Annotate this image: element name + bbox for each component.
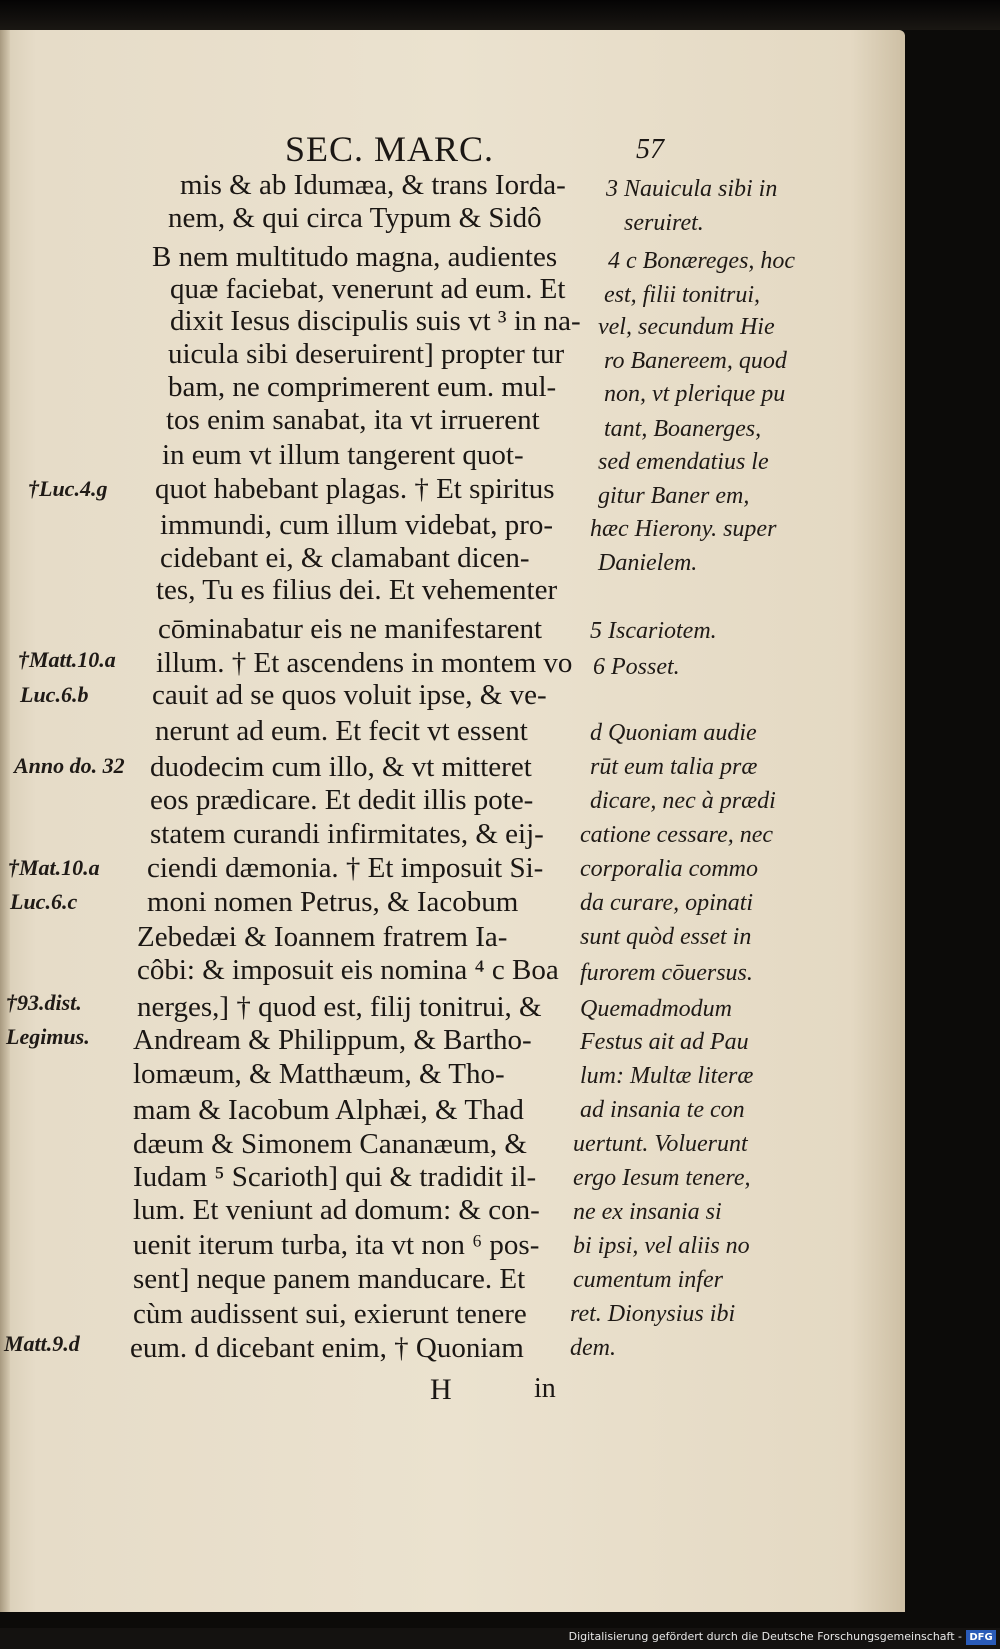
main-line: nem, & qui circa Typum & Sidô	[168, 202, 542, 234]
main-line: moni nomen Petrus, & Iacobum	[147, 886, 519, 918]
page-gutter	[0, 30, 10, 1612]
signature-mark: H	[430, 1373, 452, 1406]
funding-credit: Digitalisierung gefördert durch die Deutsche Forschungsgemeinschaft -	[568, 1630, 962, 1643]
main-line: côbi: & imposuit eis nomina ⁴ c Boa	[137, 954, 559, 986]
main-line: nerunt ad eum. Et fecit vt essent	[155, 715, 528, 747]
main-line: quot habebant plagas. † Et spiritus	[155, 473, 555, 505]
main-line: duodecim cum illo, & vt mitteret	[150, 751, 532, 783]
main-line: nerges,] † quod est, filij tonitrui, &	[137, 991, 542, 1023]
running-head: SEC. MARC.	[285, 129, 495, 169]
gloss-line: bi ipsi, vel aliis no	[573, 1233, 750, 1259]
main-line: Iudam ⁵ Scarioth] qui & tradidit il-	[133, 1161, 537, 1193]
gloss-line: seruiret.	[624, 210, 704, 236]
gloss-line: ro Banereem, quod	[604, 348, 787, 374]
margin-reference: †93.dist.	[6, 990, 82, 1015]
gloss-line: hæc Hierony. super	[590, 516, 777, 542]
gloss-line: ret. Dionysius ibi	[570, 1301, 736, 1327]
margin-reference: Anno do. 32	[14, 753, 125, 778]
gloss-line: gitur Baner em,	[598, 483, 750, 509]
main-line: ciendi dæmonia. † Et imposuit Si-	[147, 852, 544, 884]
main-line: immundi, cum illum videbat, pro-	[160, 509, 554, 541]
margin-reference: Luc.6.c	[10, 889, 78, 914]
gloss-line: dicare, nec à prædi	[590, 788, 776, 814]
main-line: cōminabatur eis ne manifestarent	[158, 613, 543, 645]
gloss-line: lum: Multæ literæ	[580, 1063, 754, 1089]
main-line: mam & Iacobum Alphæi, & Thad	[133, 1094, 524, 1126]
main-line: statem curandi infirmitates, & eij-	[150, 818, 544, 850]
main-line: tes, Tu es filius dei. Et vehementer	[156, 574, 558, 606]
gloss-line: rūt eum talia præ	[590, 754, 758, 780]
gloss-line: Festus ait ad Pau	[580, 1029, 749, 1055]
gloss-line: corporalia commo	[580, 856, 758, 882]
gloss-line: cumentum infer	[573, 1267, 723, 1293]
gloss-line: tant, Boanerges,	[604, 416, 762, 442]
gloss-line: Quemadmodum	[580, 996, 732, 1022]
gloss-line: ne ex insania si	[573, 1199, 722, 1225]
main-line: in eum vt illum tangerent quot-	[162, 439, 524, 471]
gloss-line: catione cessare, nec	[580, 822, 774, 848]
margin-reference: †Luc.4.g	[28, 476, 108, 501]
main-line: lum. Et veniunt ad domum: & con-	[133, 1194, 540, 1226]
main-line: uenit iterum turba, ita vt non ⁶ pos-	[133, 1229, 540, 1261]
main-line: sent] neque panem manducare. Et	[133, 1263, 526, 1295]
main-line: illum. † Et ascendens in montem vo	[156, 647, 573, 679]
main-line: eos prædicare. Et dedit illis pote-	[150, 784, 534, 816]
main-line: bam, ne comprimerent eum. mul-	[168, 371, 557, 403]
gloss-line: dem.	[570, 1335, 616, 1361]
margin-reference: †Matt.10.a	[18, 647, 116, 672]
gloss-line: non, vt plerique pu	[604, 381, 786, 407]
main-line: tos enim sanabat, ita vt irruerent	[166, 404, 540, 436]
margin-reference: Matt.9.d	[4, 1331, 80, 1356]
gloss-line: furorem cōuersus.	[580, 960, 753, 986]
gloss-line: uertunt. Voluerunt	[573, 1131, 748, 1157]
gloss-line: sunt quòd esset in	[580, 924, 752, 950]
gloss-line: ad insania te con	[580, 1097, 745, 1123]
main-line: Andream & Philippum, & Bartho-	[133, 1024, 532, 1056]
gloss-line: ergo Iesum tenere,	[573, 1165, 751, 1191]
main-line: uicula sibi deseruirent] propter tur	[168, 338, 565, 370]
footer-bar	[0, 1628, 1000, 1649]
gloss-line: Danielem.	[598, 550, 698, 576]
margin-reference: Luc.6.b	[20, 682, 89, 707]
main-line: cauit ad se quos voluit ipse, & ve-	[152, 679, 547, 711]
main-line: Zebedæi & Ioannem fratrem Ia-	[137, 921, 508, 953]
main-line: mis & ab Idumæa, & trans Iorda-	[180, 169, 566, 201]
main-line: cidebant ei, & clamabant dicen-	[160, 542, 530, 574]
gloss-line: vel, secundum Hie	[598, 314, 775, 340]
dfg-logo: DFG	[966, 1630, 996, 1645]
scan-top-edge	[0, 0, 1000, 30]
main-line: lomæum, & Matthæum, & Tho-	[133, 1058, 505, 1090]
gloss-line: est, filii tonitrui,	[604, 282, 761, 308]
main-line: cùm audissent sui, exierunt tenere	[133, 1298, 527, 1330]
gloss-line: da curare, opinati	[580, 890, 754, 916]
catchword: in	[534, 1373, 556, 1404]
gloss-line: d Quoniam audie	[590, 720, 757, 746]
gloss-line: 3 Nauicula sibi in	[606, 176, 778, 202]
main-line: B nem multitudo magna, audientes	[152, 241, 558, 273]
margin-reference: †Mat.10.a	[8, 855, 100, 880]
main-line: quæ faciebat, venerunt ad eum. Et	[170, 273, 566, 305]
gloss-line: 4 c Bonæreges, hoc	[608, 248, 796, 274]
main-line: dixit Iesus discipulis suis vt ³ in na-	[170, 305, 581, 337]
gloss-line: 6 Posset.	[593, 654, 680, 680]
gloss-line: sed emendatius le	[598, 449, 769, 475]
margin-reference: Legimus.	[6, 1024, 90, 1049]
page-number: 57	[636, 134, 664, 165]
main-line: dæum & Simonem Cananæum, &	[133, 1128, 527, 1160]
main-line: eum. d dicebant enim, † Quoniam	[130, 1332, 524, 1364]
gloss-line: 5 Iscariotem.	[590, 618, 717, 644]
